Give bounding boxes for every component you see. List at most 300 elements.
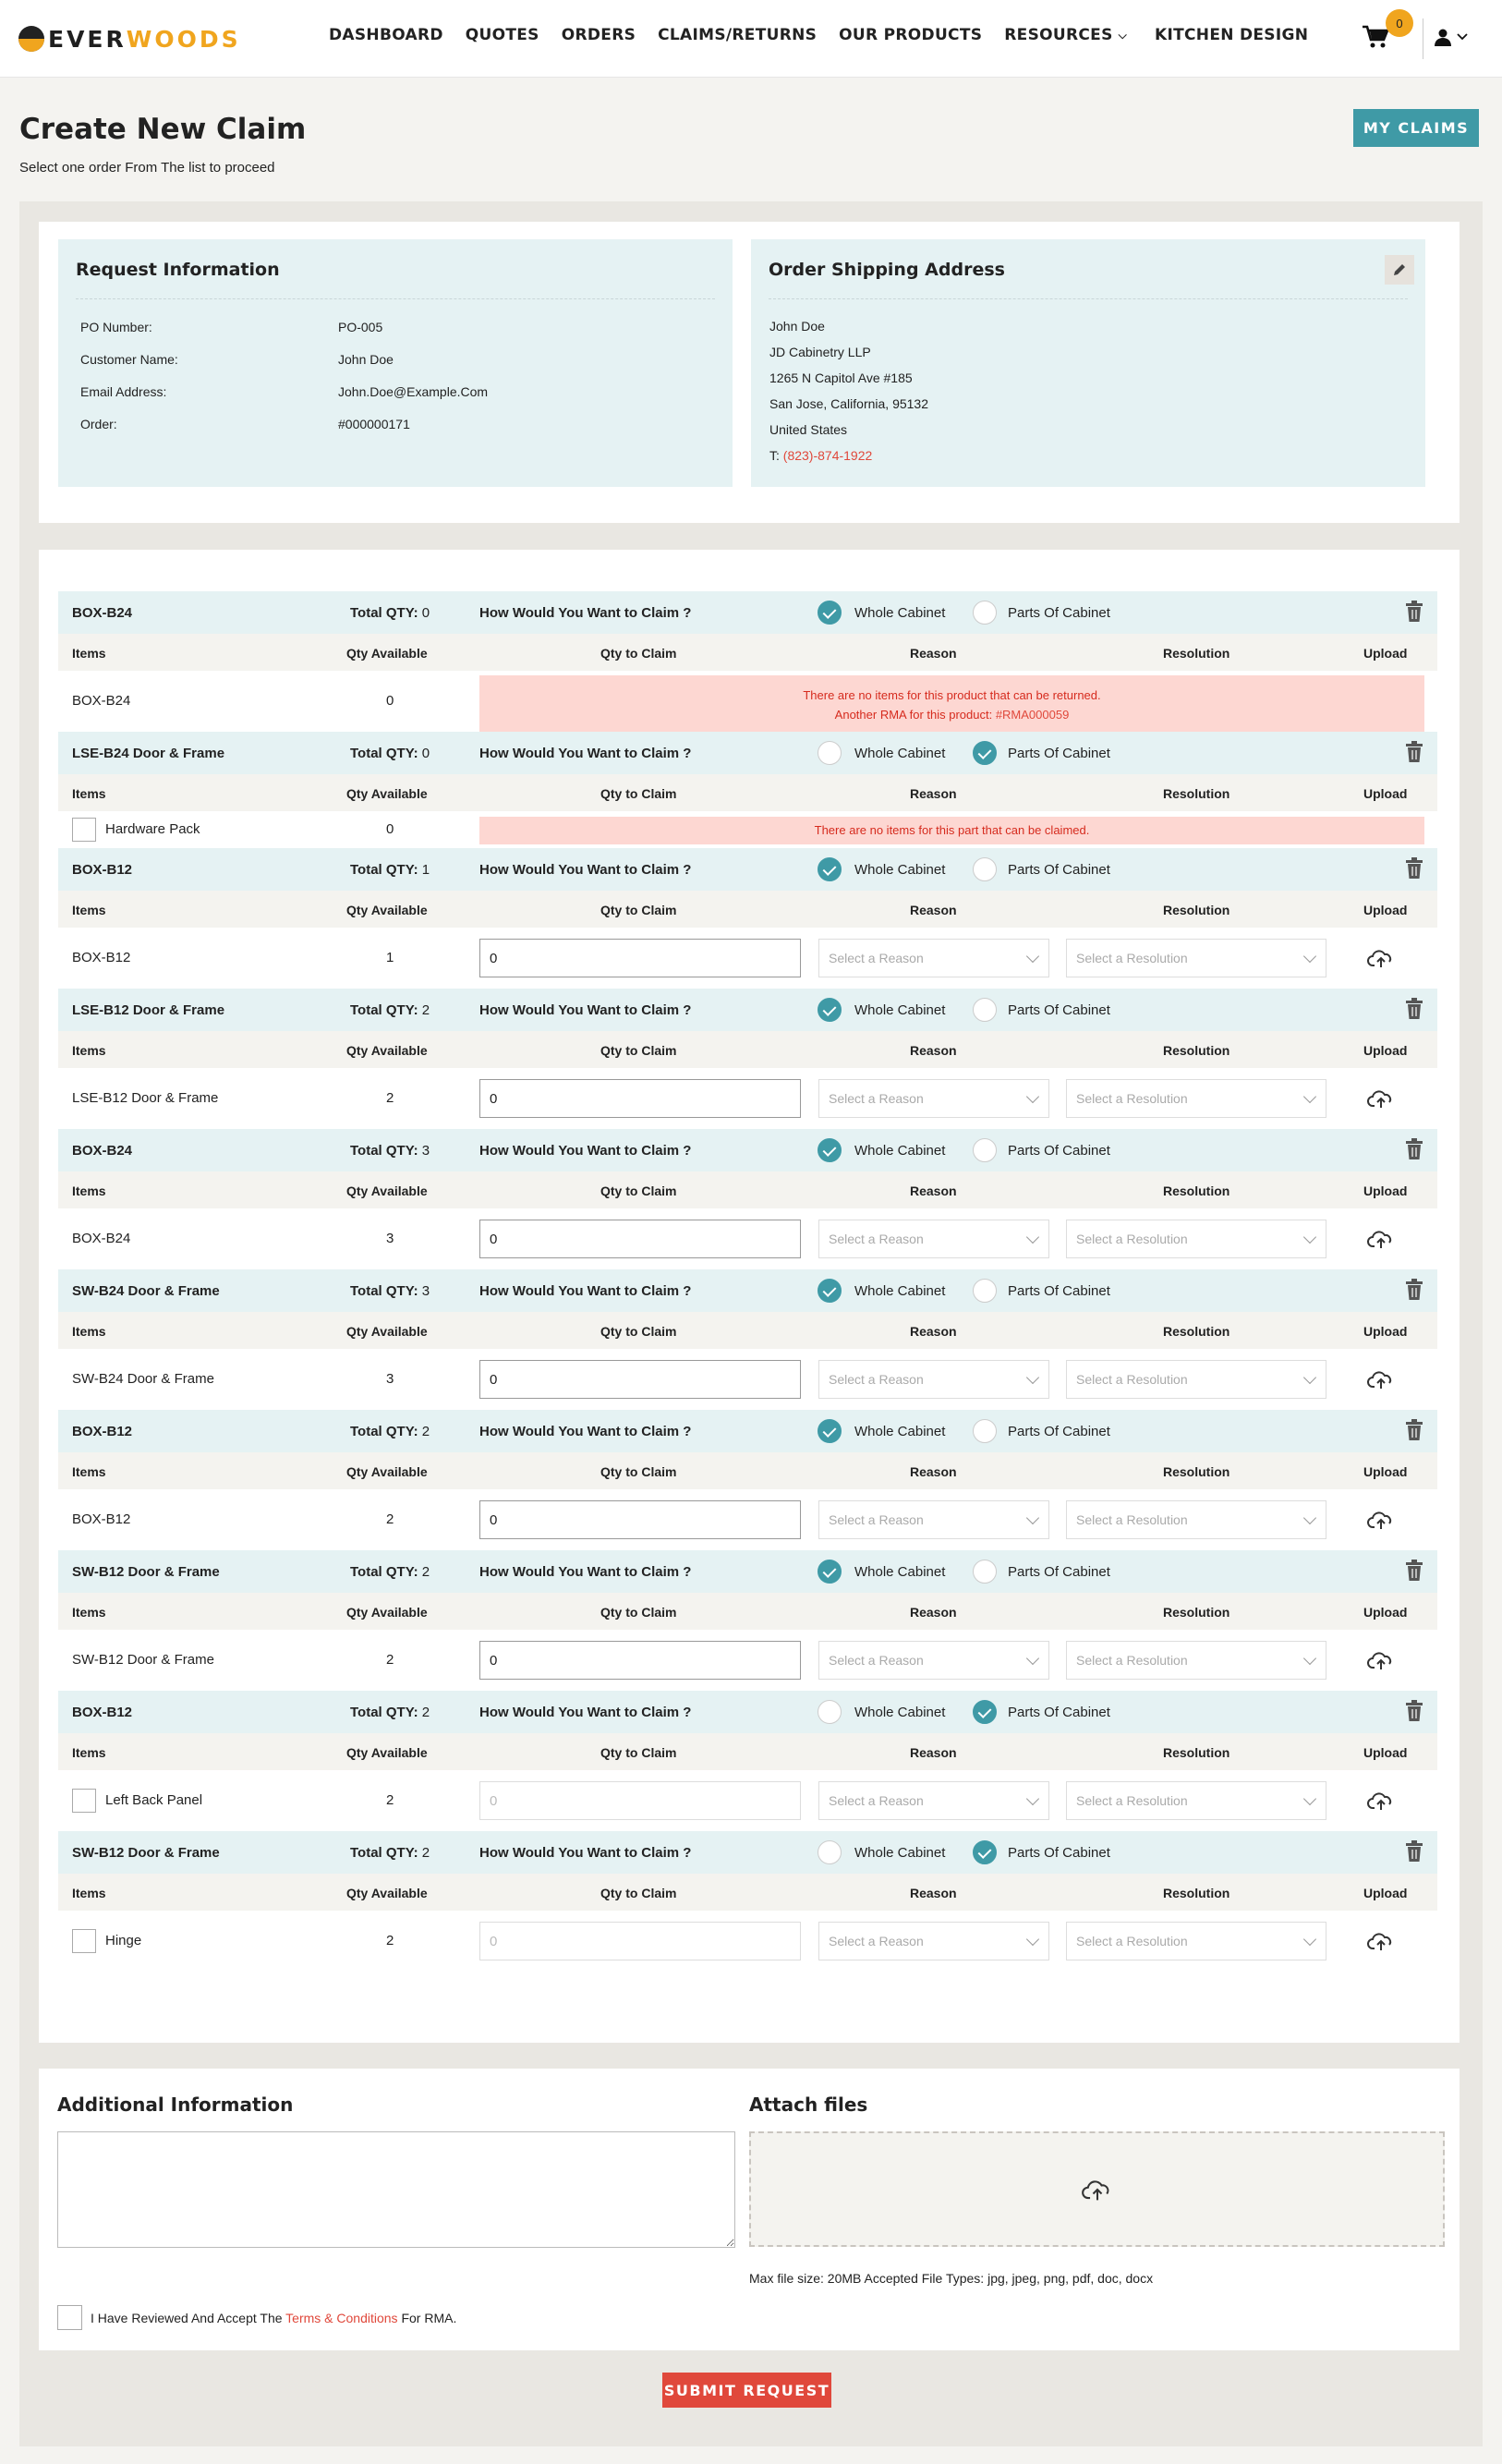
claim-group (58, 1269, 1437, 1410)
claim-method-question: How Would You Want to Claim ? (479, 862, 692, 878)
col-qty-available: Qty Available (346, 646, 428, 661)
qty-available-value: 1 (386, 950, 394, 965)
resolution-select[interactable] (1066, 1781, 1326, 1820)
total-qty-value: 2 (421, 1002, 430, 1018)
group-header (58, 989, 1437, 1031)
group-column-headers (58, 1874, 1437, 1911)
whole-cabinet-label: Whole Cabinet (854, 1705, 946, 1720)
group-total (350, 1845, 430, 1861)
whole-cabinet-label: Whole Cabinet (854, 862, 946, 878)
item-error-message (479, 675, 1424, 733)
col-upload: Upload (1363, 786, 1408, 801)
nav-quotes[interactable]: QUOTES (465, 26, 539, 44)
error-line: There are no items for this part that can be claimed. (814, 823, 1090, 837)
col-items: Items (72, 1605, 106, 1620)
qty-available-value: 3 (386, 1371, 394, 1387)
upload-cloud-icon[interactable] (1367, 1509, 1395, 1531)
radio-whole-cabinet[interactable] (818, 857, 842, 881)
item-error-message (479, 817, 1424, 844)
qty-available-value: 2 (386, 1933, 394, 1948)
radio-parts-of-cabinet[interactable] (973, 1840, 997, 1864)
qty-to-claim-input[interactable] (479, 1500, 801, 1539)
col-reason: Reason (910, 903, 957, 917)
col-items: Items (72, 1324, 106, 1339)
shipping-address-title: Order Shipping Address (769, 260, 1005, 280)
claim-method-question: How Would You Want to Claim ? (479, 746, 692, 761)
email-address-value: John.Doe@Example.Com (338, 384, 489, 399)
col-resolution: Resolution (1163, 786, 1230, 801)
col-upload: Upload (1363, 1745, 1408, 1760)
trash-icon[interactable] (1404, 741, 1424, 763)
radio-parts-of-cabinet[interactable] (973, 1700, 997, 1724)
item-row (58, 671, 1437, 732)
col-items: Items (72, 1745, 106, 1760)
col-qty-available: Qty Available (346, 1886, 428, 1900)
whole-cabinet-label: Whole Cabinet (854, 746, 946, 761)
group-total (350, 1143, 430, 1159)
col-reason: Reason (910, 1183, 957, 1198)
upload-cloud-icon[interactable] (1367, 1087, 1395, 1110)
claim-group (58, 1550, 1437, 1691)
trash-icon[interactable] (1404, 1840, 1424, 1863)
total-qty-value: 1 (421, 862, 430, 878)
col-qty-to-claim: Qty to Claim (600, 786, 677, 801)
col-qty-to-claim: Qty to Claim (600, 903, 677, 917)
trash-icon[interactable] (1404, 1700, 1424, 1722)
trash-icon[interactable] (1404, 857, 1424, 880)
col-reason: Reason (910, 786, 957, 801)
total-qty-label: Total QTY: (350, 1424, 418, 1439)
address-street: 1265 N Capitol Ave #185 (769, 370, 913, 385)
reason-select[interactable] (818, 1781, 1049, 1820)
whole-cabinet-label: Whole Cabinet (854, 1143, 946, 1159)
my-claims-button[interactable]: MY CLAIMS (1353, 109, 1479, 147)
submit-request-button[interactable]: SUBMIT REQUEST (662, 2373, 831, 2408)
total-qty-value: 0 (421, 605, 430, 621)
col-reason: Reason (910, 646, 957, 661)
claim-method-question: How Would You Want to Claim ? (479, 605, 692, 621)
chevron-down-icon (1026, 950, 1039, 963)
reason-placeholder: Select a Reason (829, 951, 924, 965)
resolution-placeholder: Select a Resolution (1076, 1653, 1188, 1668)
col-qty-available: Qty Available (346, 1183, 428, 1198)
total-qty-label: Total QTY: (350, 1845, 418, 1861)
claim-method-question: How Would You Want to Claim ? (479, 1564, 692, 1580)
nav-claims-returns[interactable]: CLAIMS/RETURNS (658, 26, 818, 44)
group-total (350, 862, 430, 878)
qty-available-value: 2 (386, 1511, 394, 1527)
additional-information-title: Additional Information (57, 2094, 294, 2116)
request-information-box (58, 239, 733, 487)
file-requirements: Max file size: 20MB Accepted File Types: jpg, jpeg, png, pdf, doc, docx (749, 2271, 1154, 2286)
claim-method-question: How Would You Want to Claim ? (479, 1705, 692, 1720)
parts-of-cabinet-label: Parts Of Cabinet (1008, 1283, 1110, 1299)
chevron-down-icon (1026, 1792, 1039, 1805)
item-row (58, 811, 1437, 848)
radio-whole-cabinet[interactable] (818, 1560, 842, 1584)
divider (76, 298, 715, 299)
upload-cloud-icon[interactable] (1367, 1649, 1395, 1671)
claim-group (58, 1831, 1437, 1972)
resolution-select[interactable] (1066, 939, 1326, 977)
radio-whole-cabinet[interactable] (818, 601, 842, 625)
reason-placeholder: Select a Reason (829, 1372, 924, 1387)
total-qty-value: 2 (421, 1564, 430, 1580)
col-reason: Reason (910, 1745, 957, 1760)
claim-group (58, 732, 1437, 848)
col-qty-available: Qty Available (346, 903, 428, 917)
nav-our-products[interactable]: OUR PRODUCTS (839, 26, 983, 44)
item-name: SW-B24 Door & Frame (72, 1371, 214, 1387)
chevron-down-icon (1303, 1652, 1316, 1665)
resolution-select[interactable] (1066, 1641, 1326, 1680)
reason-select[interactable] (818, 1500, 1049, 1539)
group-name: LSE-B24 Door & Frame (72, 746, 225, 761)
reason-placeholder: Select a Reason (829, 1653, 924, 1668)
group-total (350, 1424, 430, 1439)
total-qty-label: Total QTY: (350, 1143, 418, 1159)
col-items: Items (72, 1886, 106, 1900)
group-header (58, 732, 1437, 774)
phone-label: T: (769, 448, 780, 463)
item-checkbox[interactable] (72, 818, 96, 842)
claim-method-question: How Would You Want to Claim ? (479, 1143, 692, 1159)
whole-cabinet-label: Whole Cabinet (854, 1283, 946, 1299)
nav-resources[interactable] (1004, 26, 1127, 44)
resolution-select[interactable] (1066, 1220, 1326, 1258)
reason-select[interactable] (818, 939, 1049, 977)
col-qty-available: Qty Available (346, 1043, 428, 1058)
upload-cloud-icon[interactable] (1367, 947, 1395, 969)
qty-available-value: 2 (386, 1792, 394, 1808)
group-header (58, 1129, 1437, 1171)
item-row (58, 1208, 1437, 1269)
whole-cabinet-label: Whole Cabinet (854, 1564, 946, 1580)
reason-placeholder: Select a Reason (829, 1793, 924, 1808)
col-qty-to-claim: Qty to Claim (600, 1183, 677, 1198)
po-number-label: PO Number: (80, 320, 152, 334)
claim-method-question: How Would You Want to Claim ? (479, 1845, 692, 1861)
chevron-down-icon (1026, 1231, 1039, 1244)
whole-cabinet-label: Whole Cabinet (854, 1845, 946, 1861)
group-name: SW-B12 Door & Frame (72, 1564, 220, 1580)
group-column-headers (58, 1733, 1437, 1770)
qty-available-value: 3 (386, 1231, 394, 1246)
col-upload: Upload (1363, 646, 1408, 661)
main-nav (329, 26, 1330, 44)
group-column-headers (58, 1452, 1437, 1489)
reason-select[interactable] (818, 1079, 1049, 1118)
chevron-down-icon (1026, 1652, 1039, 1665)
resolution-placeholder: Select a Resolution (1076, 1091, 1188, 1106)
col-upload: Upload (1363, 1183, 1408, 1198)
logo-text: EVERWOODS (48, 25, 241, 53)
col-resolution: Resolution (1163, 1464, 1230, 1479)
nav-dashboard[interactable]: DASHBOARD (329, 26, 443, 44)
reason-select[interactable] (818, 1360, 1049, 1399)
claim-group (58, 1410, 1437, 1550)
group-total (350, 1705, 430, 1720)
item-row (58, 1630, 1437, 1691)
radio-whole-cabinet[interactable] (818, 1419, 842, 1443)
accept-terms-checkbox[interactable] (57, 2305, 82, 2330)
item-row (58, 1349, 1437, 1410)
upload-cloud-icon[interactable] (1367, 1228, 1395, 1250)
reason-placeholder: Select a Reason (829, 1512, 924, 1527)
col-upload: Upload (1363, 1043, 1408, 1058)
col-upload: Upload (1363, 903, 1408, 917)
nav-orders[interactable]: ORDERS (561, 26, 636, 44)
qty-to-claim-input[interactable] (479, 1922, 801, 1960)
item-name: Hardware Pack (105, 821, 200, 837)
item-name: Hinge (105, 1933, 142, 1948)
claim-group (58, 1129, 1437, 1269)
chevron-down-icon (1303, 1090, 1316, 1103)
col-qty-available: Qty Available (346, 1464, 428, 1479)
trash-icon[interactable] (1404, 601, 1424, 623)
col-reason: Reason (910, 1324, 957, 1339)
item-name: SW-B12 Door & Frame (72, 1652, 214, 1668)
qty-to-claim-input[interactable] (479, 1220, 801, 1258)
qty-to-claim-input[interactable] (479, 1360, 801, 1399)
group-column-headers (58, 1031, 1437, 1068)
attach-files-title: Attach files (749, 2094, 868, 2116)
nav-kitchen-design[interactable]: KITCHEN DESIGN (1155, 26, 1309, 44)
col-upload: Upload (1363, 1324, 1408, 1339)
item-row (58, 928, 1437, 989)
parts-of-cabinet-label: Parts Of Cabinet (1008, 605, 1110, 621)
parts-of-cabinet-label: Parts Of Cabinet (1008, 1564, 1110, 1580)
terms-link[interactable]: Terms & Conditions (285, 2311, 398, 2325)
reason-placeholder: Select a Reason (829, 1232, 924, 1246)
total-qty-label: Total QTY: (350, 1564, 418, 1580)
item-row (58, 1489, 1437, 1550)
item-checkbox[interactable] (72, 1929, 96, 1953)
qty-available-value: 0 (386, 693, 394, 709)
total-qty-label: Total QTY: (350, 1002, 418, 1018)
file-dropzone[interactable] (749, 2131, 1445, 2247)
radio-whole-cabinet[interactable] (818, 1840, 842, 1864)
group-total (350, 1002, 430, 1018)
upload-cloud-icon (1082, 2177, 1113, 2203)
total-qty-label: Total QTY: (350, 605, 418, 621)
item-row (58, 1068, 1437, 1129)
reason-select[interactable] (818, 1220, 1049, 1258)
trash-icon[interactable] (1404, 1138, 1424, 1160)
trash-icon[interactable] (1404, 998, 1424, 1020)
group-name: LSE-B12 Door & Frame (72, 1002, 225, 1018)
group-header (58, 1550, 1437, 1593)
resolution-select[interactable] (1066, 1922, 1326, 1960)
total-qty-label: Total QTY: (350, 1705, 418, 1720)
radio-whole-cabinet[interactable] (818, 1138, 842, 1162)
col-items: Items (72, 903, 106, 917)
reason-select[interactable] (818, 1641, 1049, 1680)
logo[interactable] (18, 24, 241, 54)
customer-name-label: Customer Name: (80, 352, 178, 367)
user-icon (1434, 28, 1452, 46)
order-label: Order: (80, 417, 117, 431)
col-qty-available: Qty Available (346, 1745, 428, 1760)
chevron-down-icon (1303, 1371, 1316, 1384)
col-qty-available: Qty Available (346, 786, 428, 801)
total-qty-value: 3 (421, 1143, 430, 1159)
resolution-placeholder: Select a Resolution (1076, 1232, 1188, 1246)
col-qty-to-claim: Qty to Claim (600, 1745, 677, 1760)
group-total (350, 1283, 430, 1299)
col-qty-available: Qty Available (346, 1324, 428, 1339)
item-name: BOX-B24 (72, 693, 131, 709)
col-resolution: Resolution (1163, 646, 1230, 661)
group-column-headers (58, 891, 1437, 928)
page-title: Create New Claim (19, 113, 307, 146)
chevron-down-icon (1456, 32, 1469, 42)
reason-select[interactable] (818, 1922, 1049, 1960)
group-header (58, 1691, 1437, 1733)
col-items: Items (72, 786, 106, 801)
qty-to-claim-input[interactable] (479, 1641, 801, 1680)
cart-icon[interactable] (1362, 24, 1389, 50)
radio-whole-cabinet[interactable] (818, 741, 842, 765)
total-qty-value: 2 (421, 1705, 430, 1720)
claim-group (58, 591, 1437, 732)
qty-available-value: 2 (386, 1652, 394, 1668)
edit-address-button[interactable] (1385, 255, 1414, 285)
upload-cloud-icon[interactable] (1367, 1790, 1395, 1812)
parts-of-cabinet-label: Parts Of Cabinet (1008, 746, 1110, 761)
col-upload: Upload (1363, 1464, 1408, 1479)
parts-of-cabinet-label: Parts Of Cabinet (1008, 862, 1110, 878)
claim-group (58, 989, 1437, 1129)
claim-group (58, 848, 1437, 989)
radio-parts-of-cabinet[interactable] (973, 741, 997, 765)
group-name: SW-B12 Door & Frame (72, 1845, 220, 1861)
resolution-select[interactable] (1066, 1500, 1326, 1539)
item-row (58, 1770, 1437, 1831)
group-name: BOX-B24 (72, 605, 133, 621)
group-column-headers (58, 1312, 1437, 1349)
address-phone (769, 448, 872, 463)
user-menu[interactable] (1434, 26, 1471, 48)
qty-to-claim-input[interactable] (479, 939, 801, 977)
group-total (350, 1564, 430, 1580)
resolution-placeholder: Select a Resolution (1076, 1372, 1188, 1387)
chevron-down-icon (1026, 1511, 1039, 1524)
group-column-headers (58, 774, 1437, 811)
item-name: Left Back Panel (105, 1792, 203, 1808)
address-company: JD Cabinetry LLP (769, 345, 871, 359)
group-header (58, 1269, 1437, 1312)
whole-cabinet-label: Whole Cabinet (854, 1002, 946, 1018)
resolution-select[interactable] (1066, 1360, 1326, 1399)
error-line: There are no items for this product that can be returned. (803, 688, 1101, 702)
radio-parts-of-cabinet[interactable] (973, 1138, 997, 1162)
group-total (350, 746, 430, 761)
group-header (58, 1410, 1437, 1452)
col-reason: Reason (910, 1605, 957, 1620)
trash-icon[interactable] (1404, 1560, 1424, 1582)
total-qty-label: Total QTY: (350, 746, 418, 761)
claim-method-question: How Would You Want to Claim ? (479, 1002, 692, 1018)
chevron-down-icon (1026, 1371, 1039, 1384)
resolution-placeholder: Select a Resolution (1076, 951, 1188, 965)
radio-parts-of-cabinet[interactable] (973, 1560, 997, 1584)
chevron-down-icon (1026, 1090, 1039, 1103)
chevron-down-icon (1303, 1792, 1316, 1805)
radio-parts-of-cabinet[interactable] (973, 601, 997, 625)
shipping-address-box (751, 239, 1425, 487)
radio-parts-of-cabinet[interactable] (973, 998, 997, 1022)
qty-to-claim-input[interactable] (479, 1781, 801, 1820)
rma-link[interactable]: #RMA000059 (995, 708, 1070, 722)
parts-of-cabinet-label: Parts Of Cabinet (1008, 1143, 1110, 1159)
page-subtitle: Select one order From The list to proceed (19, 160, 275, 176)
total-qty-value: 0 (421, 746, 430, 761)
claim-items-list (58, 591, 1437, 1972)
address-name: John Doe (769, 319, 825, 334)
parts-of-cabinet-label: Parts Of Cabinet (1008, 1845, 1110, 1861)
qty-available-value: 2 (386, 1090, 394, 1106)
group-name: BOX-B12 (72, 862, 133, 878)
item-name: BOX-B12 (72, 950, 131, 965)
col-items: Items (72, 1464, 106, 1479)
upload-cloud-icon[interactable] (1367, 1930, 1395, 1952)
total-qty-value: 3 (421, 1283, 430, 1299)
radio-whole-cabinet[interactable] (818, 998, 842, 1022)
col-items: Items (72, 1183, 106, 1198)
error-rma-text: Another RMA for this product: (834, 708, 996, 722)
group-name: SW-B24 Door & Frame (72, 1283, 220, 1299)
col-resolution: Resolution (1163, 1886, 1230, 1900)
group-header (58, 848, 1437, 891)
radio-parts-of-cabinet[interactable] (973, 1279, 997, 1303)
trash-icon[interactable] (1404, 1279, 1424, 1301)
radio-parts-of-cabinet[interactable] (973, 857, 997, 881)
item-checkbox[interactable] (72, 1789, 96, 1813)
group-name: BOX-B12 (72, 1705, 133, 1720)
additional-information-textarea[interactable] (57, 2131, 735, 2248)
upload-cloud-icon[interactable] (1367, 1368, 1395, 1390)
accept-text-a: I Have Reviewed And Accept The (91, 2311, 286, 2325)
total-qty-label: Total QTY: (350, 862, 418, 878)
col-upload: Upload (1363, 1886, 1408, 1900)
radio-whole-cabinet[interactable] (818, 1700, 842, 1724)
group-column-headers (58, 1171, 1437, 1208)
group-column-headers (58, 634, 1437, 671)
radio-whole-cabinet[interactable] (818, 1279, 842, 1303)
whole-cabinet-label: Whole Cabinet (854, 605, 946, 621)
chevron-down-icon: ⌵ (1118, 28, 1128, 42)
col-qty-to-claim: Qty to Claim (600, 1324, 677, 1339)
trash-icon[interactable] (1404, 1419, 1424, 1441)
resolution-placeholder: Select a Resolution (1076, 1512, 1188, 1527)
po-number-value: PO-005 (338, 320, 383, 334)
site-header (0, 0, 1502, 78)
chevron-down-icon (1303, 1511, 1316, 1524)
reason-placeholder: Select a Reason (829, 1934, 924, 1948)
parts-of-cabinet-label: Parts Of Cabinet (1008, 1002, 1110, 1018)
group-total (350, 605, 430, 621)
col-resolution: Resolution (1163, 1745, 1230, 1760)
col-upload: Upload (1363, 1605, 1408, 1620)
total-qty-value: 2 (421, 1424, 430, 1439)
resolution-select[interactable] (1066, 1079, 1326, 1118)
col-reason: Reason (910, 1464, 957, 1479)
col-reason: Reason (910, 1886, 957, 1900)
radio-parts-of-cabinet[interactable] (973, 1419, 997, 1443)
phone-link[interactable]: (823)-874-1922 (782, 448, 873, 463)
qty-to-claim-input[interactable] (479, 1079, 801, 1118)
